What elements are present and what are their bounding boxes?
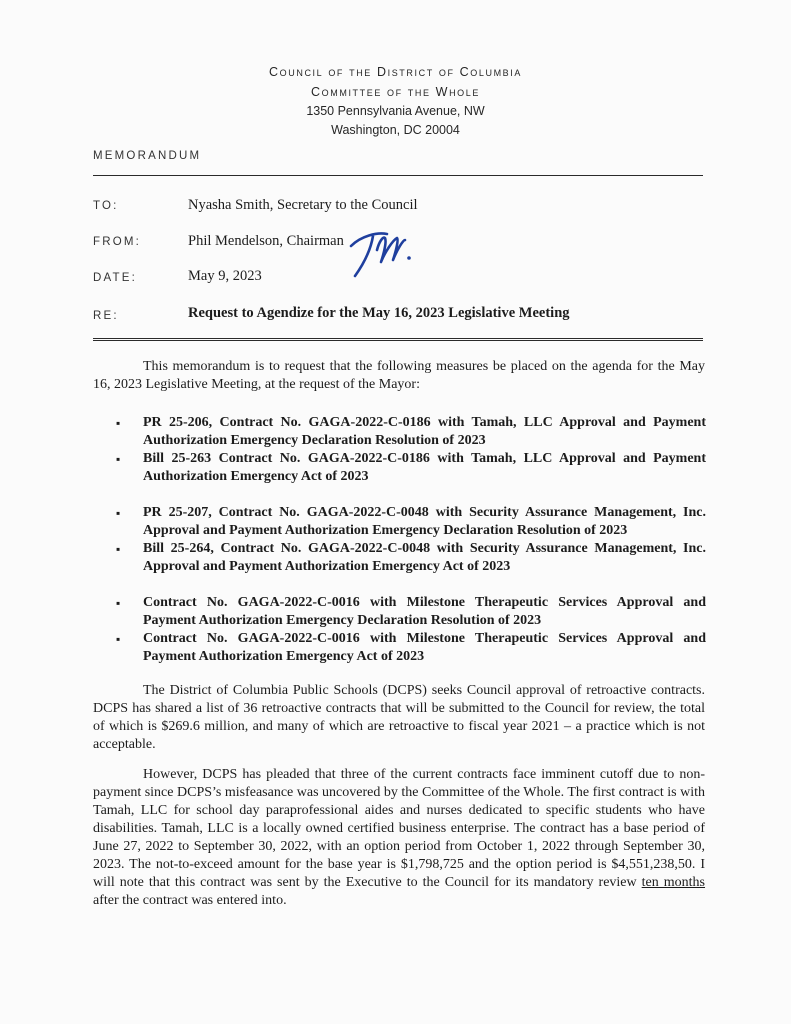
measure-list-group-1 [116, 414, 706, 486]
measure-item [116, 540, 706, 576]
measure-list-group-3 [116, 594, 706, 666]
measure-text: Bill 25-263 Contract No. GAGA-2022-C-0186 with Tamah, LLC Approval and Payment Authorization Emergency Act of 2023 [143, 451, 706, 484]
bullet-marker: ▪ [116, 506, 121, 520]
emphasized-duration: ten months [641, 875, 706, 890]
letterhead [0, 62, 791, 140]
date-label: DATE: [93, 272, 138, 284]
intro-paragraph: This memorandum is to request that the following measures be placed on the agenda for the May 16, 2023 Legislative Meeting, at the request of the Mayor: [93, 359, 705, 392]
from-label: FROM: [93, 236, 142, 248]
contracts-paragraph-end: after the contract was entered into. [93, 893, 287, 908]
measure-text: PR 25-206, Contract No. GAGA-2022-C-0186 with Tamah, LLC Approval and Payment Authorization Emergency Declaration Resolution of 2023 [143, 415, 706, 448]
committee-name: Committee of the Whole [311, 85, 480, 99]
re-value: Request to Agendize for the May 16, 2023 Legislative Meeting [188, 305, 570, 321]
memorandum-label: MEMORANDUM [93, 150, 202, 162]
city-line: Washington, DC 20004 [331, 123, 460, 137]
measure-list-group-2 [116, 504, 706, 576]
measure-item [116, 450, 706, 486]
contracts-paragraph [93, 766, 705, 910]
contracts-paragraph-text: However, DCPS has pleaded that three of the current contracts face imminent cutoff due to non-payment since DCPS’s misfeasance was uncovered by the Committee of the Whole. The first contract is with Tamah, LLC for school day paraprofessional aides and nurses dedicated to specific students who have disabilities. Tamah, LLC is a locally owned certified business enterprise. The contract has a base period of June 27, 2022 to September 30, 2022, with an option period from October 1, 2022 through September 30, 2023. The not-to-exceed amount for the base year is $1,798,725 and the option period is $4,551,238,50. I will note that this contract was sent by the Executive to the Council for its mandatory review [93, 767, 705, 890]
measure-item [116, 630, 706, 666]
to-label: TO: [93, 200, 119, 212]
header-divider [93, 175, 703, 176]
measure-item [116, 594, 706, 630]
re-label: RE: [93, 310, 119, 322]
bullet-marker: ▪ [116, 596, 121, 610]
bullet-marker: ▪ [116, 542, 121, 556]
address-line: 1350 Pennsylvania Avenue, NW [306, 104, 485, 118]
measure-text: Bill 25-264, Contract No. GAGA-2022-C-0048 with Security Assurance Management, Inc. Approval and Payment Authorization Emergency Act of 2023 [143, 541, 706, 574]
measure-text: Contract No. GAGA-2022-C-0016 with Milestone Therapeutic Services Approval and Payment Authorization Emergency Act of 2023 [143, 631, 706, 664]
to-value: Nyasha Smith, Secretary to the Council [188, 197, 418, 213]
measure-text: Contract No. GAGA-2022-C-0016 with Milestone Therapeutic Services Approval and Payment Authorization Emergency Declaration Resolution of 2023 [143, 595, 706, 628]
dcps-paragraph: The District of Columbia Public Schools (DCPS) seeks Council approval of retroactive contracts. DCPS has shared a list of 36 retroactive contracts that will be submitted to the Council for review, the total of which is $269.6 million, and many of which are retroactive to fiscal year 2021 – a practice which is not acceptable. [93, 683, 705, 752]
date-value: May 9, 2023 [188, 268, 262, 284]
bullet-marker: ▪ [116, 452, 121, 466]
from-value: Phil Mendelson, Chairman [188, 233, 344, 249]
subject-divider [93, 338, 703, 341]
measure-text: PR 25-207, Contract No. GAGA-2022-C-0048 with Security Assurance Management, Inc. Approval and Payment Authorization Emergency Declaration Resolution of 2023 [143, 505, 706, 538]
bullet-marker: ▪ [116, 416, 121, 430]
measure-item [116, 414, 706, 450]
measure-item [116, 504, 706, 540]
bullet-marker: ▪ [116, 632, 121, 646]
council-name: Council of the District of Columbia [269, 65, 522, 79]
signature-initials [343, 226, 413, 280]
